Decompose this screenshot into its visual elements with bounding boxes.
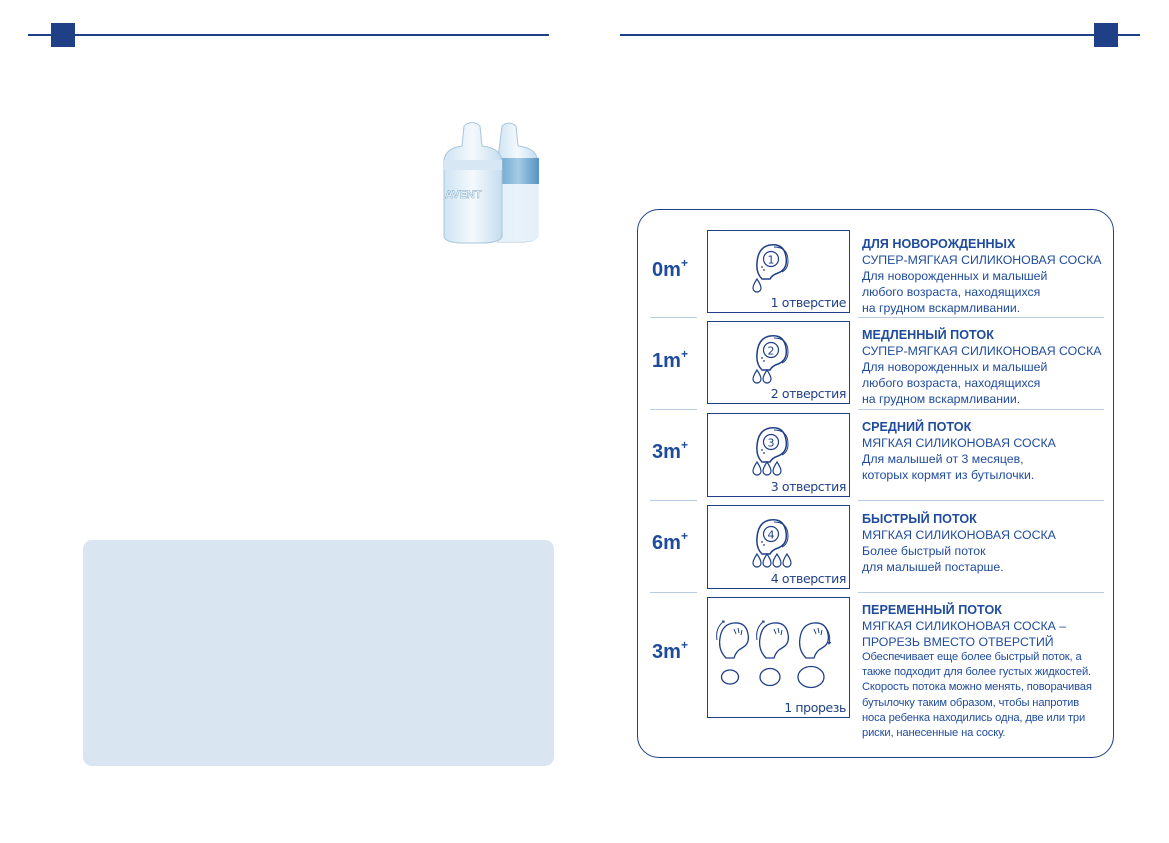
row-separator — [650, 592, 697, 593]
age-label: 3m+ — [652, 438, 688, 463]
left-page-marker — [51, 23, 75, 47]
drops-icon — [752, 552, 796, 568]
row-subtitle: СУПЕР-МЯГКАЯ СИЛИКОНОВАЯ СОСКА — [862, 344, 1102, 358]
row-subtitle: МЯГКАЯ СИЛИКОНОВАЯ СОСКА — [862, 436, 1056, 450]
svg-text:1: 1 — [767, 253, 775, 267]
holes-label: 1 прорезь — [784, 700, 846, 715]
svg-text:4: 4 — [767, 528, 775, 542]
row-separator — [858, 500, 1104, 501]
teat-illustration-box — [707, 505, 850, 589]
row-text: Для малышей от 3 месяцев, которых кормят из бутылочки. — [862, 452, 1035, 482]
row-description — [862, 236, 1112, 316]
svg-text:3: 3 — [767, 436, 775, 450]
row-text: Обеспечивает еще более быстрый поток, а также подходит для более густых жидкостей. Скорость потока можно менять, поворачивая бутылочку таким образом, чтобы напротив носа ребенка находились одна, две или три риски, нанесенные на соску. — [862, 651, 1092, 740]
drop-icon — [752, 277, 766, 293]
left-header-rule — [28, 34, 549, 36]
holes-label: 3 отверстия — [770, 479, 846, 494]
age-label: 1m+ — [652, 347, 688, 372]
holes-label: 1 отверстие — [770, 295, 846, 310]
row-description — [862, 602, 1112, 741]
age-label: 6m+ — [652, 529, 688, 554]
bottles-illustration — [440, 118, 555, 244]
row-description — [862, 327, 1112, 407]
teat-illustration-box — [707, 321, 850, 404]
row-title: МЕДЛЕННЫЙ ПОТОК — [862, 328, 994, 342]
age-label: 3m+ — [652, 638, 688, 663]
drops-icon — [752, 368, 776, 384]
right-page-marker — [1094, 23, 1118, 47]
teat-illustration-box — [707, 597, 850, 718]
row-separator — [858, 317, 1104, 318]
row-title: СРЕДНИЙ ПОТОК — [862, 420, 972, 434]
holes-label: 2 отверстия — [770, 386, 846, 401]
info-panel — [83, 540, 554, 766]
row-separator — [650, 409, 697, 410]
holes-label: 4 отверстия — [770, 571, 846, 586]
row-separator — [858, 409, 1104, 410]
row-separator — [858, 592, 1104, 593]
row-description — [862, 511, 1112, 575]
row-text: Для новорожденных и малышей любого возраста, находящихся на грудном вскармливании. — [862, 269, 1048, 315]
teat-illustration-box — [707, 413, 850, 497]
row-title: ПЕРЕМЕННЫЙ ПОТОК — [862, 603, 1002, 617]
variflow-nipples-icon — [714, 614, 832, 692]
row-subtitle: СУПЕР-МЯГКАЯ СИЛИКОНОВАЯ СОСКА — [862, 253, 1102, 267]
row-title: ДЛЯ НОВОРОЖДЕННЫХ — [862, 237, 1016, 251]
row-description — [862, 419, 1112, 483]
row-subtitle: МЯГКАЯ СИЛИКОНОВАЯ СОСКА – ПРОРЕЗЬ ВМЕСТО ОТВЕРСТИЙ — [862, 619, 1067, 649]
row-title: БЫСТРЫЙ ПОТОК — [862, 512, 977, 526]
row-text: Более быстрый поток для малышей постарше. — [862, 544, 1004, 574]
bottle-brand-logo: AVENT — [445, 189, 482, 201]
row-subtitle: МЯГКАЯ СИЛИКОНОВАЯ СОСКА — [862, 528, 1056, 542]
row-separator — [650, 317, 697, 318]
row-text: Для новорожденных и малышей любого возраста, находящихся на грудном вскармливании. — [862, 360, 1048, 406]
row-separator — [650, 500, 697, 501]
age-label: 0m+ — [652, 256, 688, 281]
teat-illustration-box — [707, 230, 850, 313]
svg-text:2: 2 — [767, 344, 775, 358]
drops-icon — [752, 460, 786, 476]
right-header-rule — [620, 34, 1140, 36]
